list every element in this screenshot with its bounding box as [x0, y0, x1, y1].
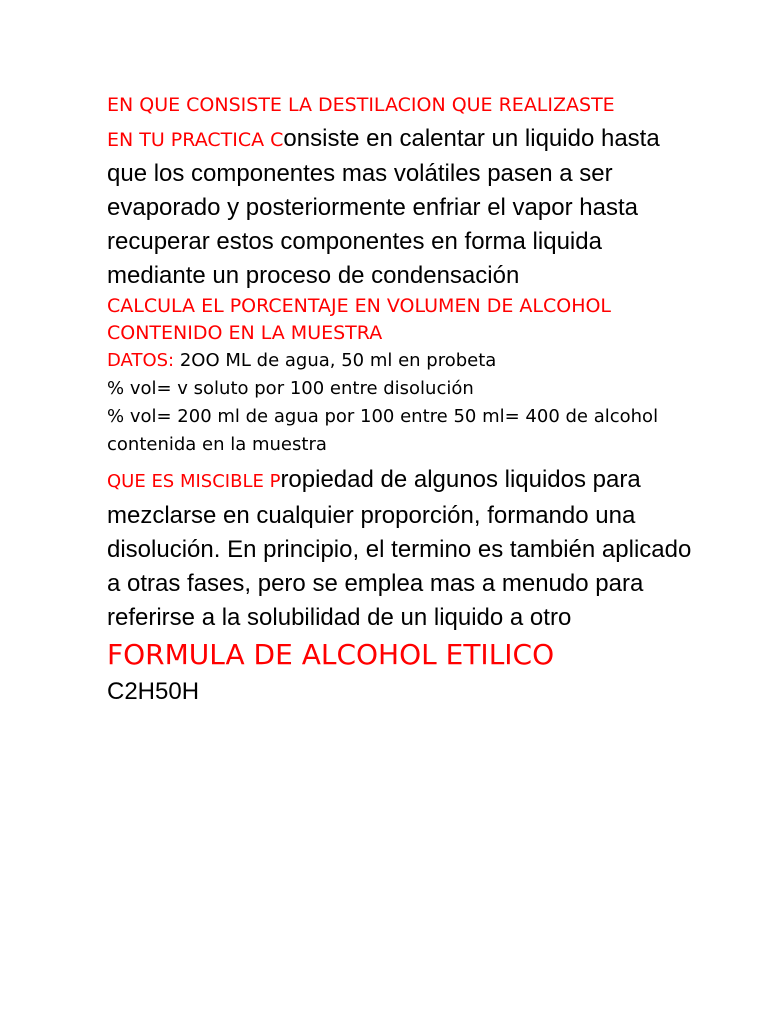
document-body: [107, 88, 697, 709]
formula-line-2: % vol= 200 ml de agua por 100 entre 50 ml= 400 de alcohol contenida en la muestra: [107, 406, 659, 455]
miscible-paragraph: [107, 463, 697, 635]
datos-label: DATOS:: [107, 350, 175, 371]
porcentaje-question: CALCULA EL PORCENTAJE EN VOLUMEN DE ALCOHOL CONTENIDO EN LA MUESTRA: [107, 295, 612, 344]
formula-alcohol-heading: FORMULA DE ALCOHOL ETILICO: [107, 638, 555, 671]
formula-alcohol-value: C2H50H: [107, 678, 200, 705]
destilacion-answer: onsiste en calentar un liquido hasta que los componentes mas volátiles pasen a ser evaporado y posteriormente enfriar el vapor hasta recuperar estos componentes en forma liquida mediante un proceso de condensación: [107, 125, 660, 289]
formula-line-1: % vol= v soluto por 100 entre disolución: [107, 378, 474, 399]
miscible-question: QUE ES MISCIBLE P: [107, 471, 281, 492]
destilacion-paragraph: [107, 88, 697, 293]
destilacion-question-line2: EN TU PRACTICA C: [107, 129, 284, 151]
datos-line: [107, 347, 697, 375]
datos-value: 2OO ML de agua, 50 ml en probeta: [174, 350, 497, 371]
destilacion-question-line1: EN QUE CONSISTE LA DESTILACION QUE REALIZASTE: [107, 94, 615, 116]
miscible-answer: ropiedad de algunos liquidos para mezclarse en cualquier proporción, formando una disolución. En principio, el termino es también aplicado a otras fases, pero se emplea mas a menudo para referirse a la solubilidad de un liquido a otro: [107, 466, 692, 631]
